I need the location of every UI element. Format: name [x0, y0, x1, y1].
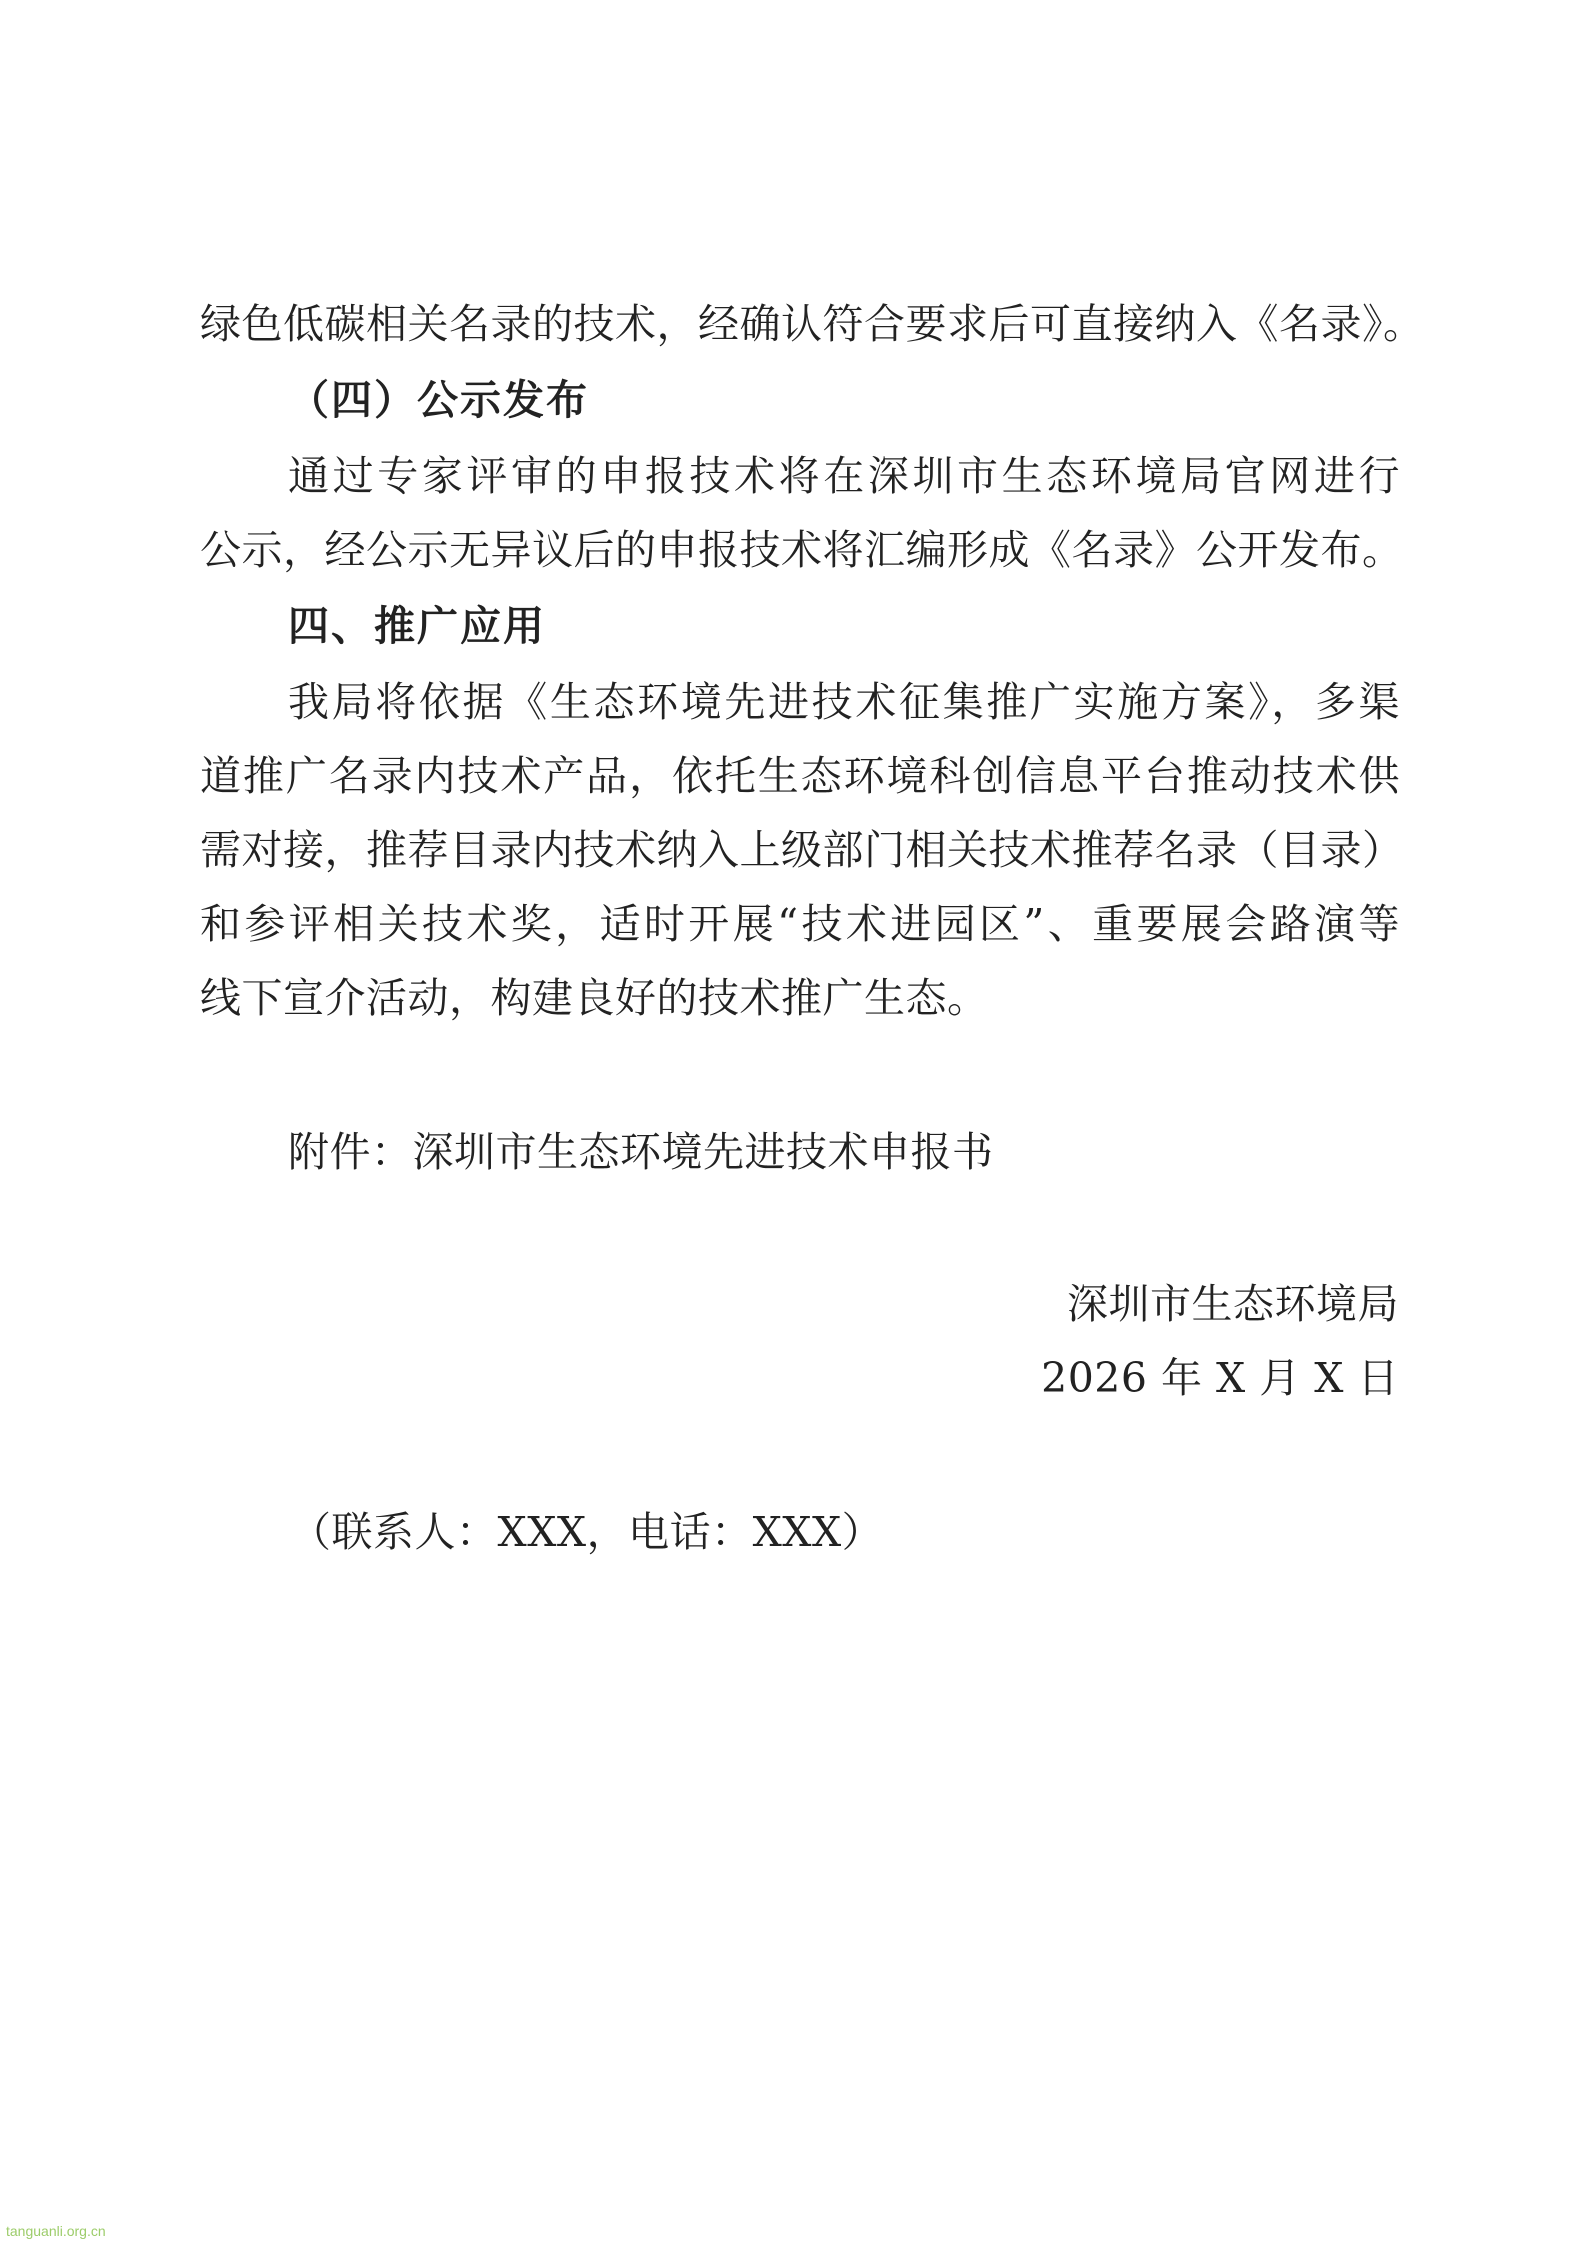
paragraph-continuation-line: 绿色低碳相关名录的技术，经确认符合要求后可直接纳入《名录》。: [200, 300, 1425, 348]
publish-paragraph-line-2: 公示，经公示无异议后的申报技术将汇编形成《名录》公开发布。: [200, 526, 1404, 574]
subheading-public-notice: （四）公示发布: [288, 376, 589, 424]
site-watermark: tanguanli.org.cn: [6, 2223, 106, 2239]
attachment-line: 附件：深圳市生态环境先进技术申报书: [288, 1128, 994, 1176]
contact-line: （联系人：XXX，电话：XXX）: [290, 1508, 884, 1556]
promotion-paragraph-line-5: 线下宣介活动，构建良好的技术推广生态。: [200, 974, 989, 1022]
publish-paragraph-line-1: 通过专家评审的申报技术将在深圳市生态环境局官网进行: [288, 452, 1400, 500]
signature-date: 2026 年 X 月 X 日: [1041, 1354, 1399, 1402]
heading-promotion: 四、推广应用: [288, 602, 546, 650]
promotion-paragraph-line-1: 我局将依据《生态环境先进技术征集推广实施方案》，多渠: [288, 678, 1400, 726]
promotion-paragraph-line-4: 和参评相关技术奖，适时开展“技术进园区”、重要展会路演等: [200, 900, 1400, 948]
promotion-paragraph-line-2: 道推广名录内技术产品，依托生态环境科创信息平台推动技术供: [200, 752, 1400, 800]
promotion-paragraph-line-3: 需对接，推荐目录内技术纳入上级部门相关技术推荐名录（目录）: [200, 826, 1404, 874]
signature-organization: 深圳市生态环境局: [1067, 1280, 1399, 1328]
